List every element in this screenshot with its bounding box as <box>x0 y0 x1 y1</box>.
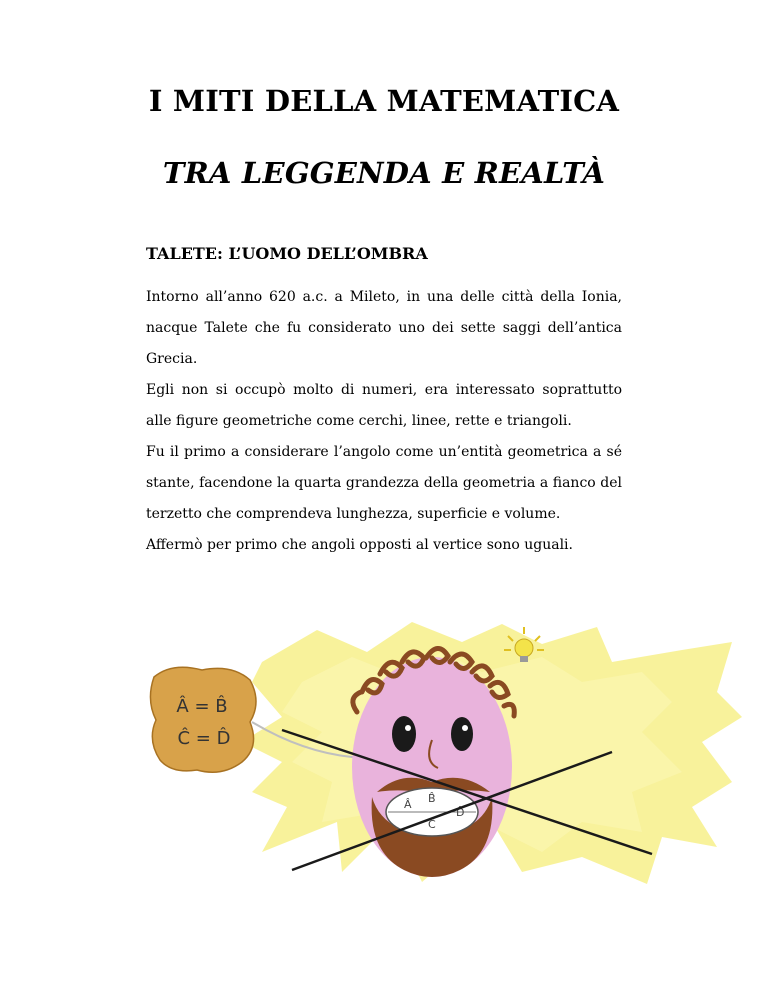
mouth-letter: Ĉ <box>428 818 436 831</box>
document-title: I MITI DELLA MATEMATICA <box>148 84 620 118</box>
sign-line-1: Â = B̂ <box>176 696 228 717</box>
paragraph: Intorno all’anno 620 a.c. a Mileto, in una delle città della Ionia, nacque Talete che fu considerato uno dei sette saggi dell’antica Grecia. <box>146 289 622 367</box>
sign-line-2: Ĉ = D̂ <box>177 728 231 749</box>
thales-drawing <box>142 622 750 892</box>
section-heading: TALETE: L’UOMO DELL’OMBRA <box>146 244 428 263</box>
mouth-letter: D̂ <box>456 806 465 819</box>
mouth-letter: B̂ <box>428 792 436 805</box>
body-text <box>146 282 622 561</box>
equation-sign <box>150 667 256 772</box>
paragraph: Fu il primo a considerare l’angolo come un’entità geometrica a sé stante, facendone la quarta grandezza della geometria a fianco del terzetto che comprendeva lunghezza, superficie e volume. <box>146 444 622 522</box>
paragraph: Egli non si occupò molto di numeri, era interessato soprattutto alle figure geometriche come cerchi, linee, rette e triangoli. <box>146 382 622 429</box>
document-subtitle: TRA LEGGENDA E REALTÀ <box>162 156 606 190</box>
paragraph: Affermò per primo che angoli opposti al vertice sono uguali. <box>146 537 573 553</box>
mouth-letter: Â <box>404 798 412 811</box>
